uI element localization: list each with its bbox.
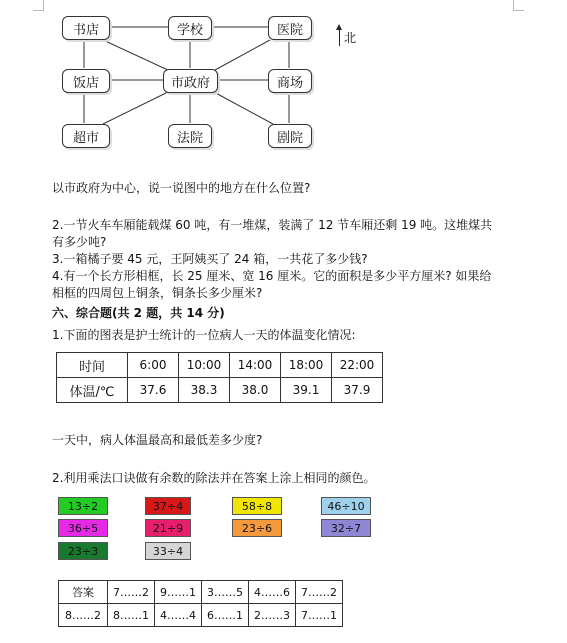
question-2-line2: 有多少吨? xyxy=(52,235,107,249)
temperature-cell: 38.3 xyxy=(179,378,230,403)
map-node-hospital: 医院 xyxy=(268,16,312,40)
question-4-line1: 4.有一个长方形相框，长 25 厘米、宽 16 厘米。它的面积是多少平方厘米? 如果给 xyxy=(52,269,492,283)
map-node-theater: 剧院 xyxy=(268,124,312,148)
table-row xyxy=(57,378,383,403)
north-label: 北 xyxy=(344,31,357,45)
temperature-header: 体温/℃ xyxy=(57,378,128,403)
division-chip: 32÷7 xyxy=(321,519,371,537)
temperature-cell: 39.1 xyxy=(281,378,332,403)
answer-cell[interactable]: 2……3 xyxy=(249,604,296,627)
time-cell: 18:00 xyxy=(281,353,332,378)
division-chip: 23÷3 xyxy=(58,542,108,560)
map-node-city-hall: 市政府 xyxy=(163,69,218,93)
temperature-table xyxy=(56,352,383,403)
table-row xyxy=(59,581,343,604)
time-cell: 22:00 xyxy=(332,353,383,378)
question-4-line2: 相框的四周包上铜条，铜条长多少厘米? xyxy=(52,286,263,300)
division-chip: 23÷6 xyxy=(232,519,282,537)
question-3: 3.一箱橘子要 45 元，王阿姨买了 24 箱，一共花了多少钱? xyxy=(52,252,368,266)
north-arrow xyxy=(336,24,360,46)
map-node-mall: 商场 xyxy=(268,69,312,93)
answer-cell[interactable]: 7……1 xyxy=(296,604,343,627)
time-cell: 10:00 xyxy=(179,353,230,378)
division-chip: 37÷4 xyxy=(145,497,191,515)
time-cell: 14:00 xyxy=(230,353,281,378)
section-6-question-1-ask: 一天中，病人体温最高和最低差多少度? xyxy=(52,433,263,447)
table-row xyxy=(59,604,343,627)
answer-cell[interactable]: 4……6 xyxy=(249,581,296,604)
question-2-line1: 2.一节火车车厢能载煤 60 吨，有一堆煤，装满了 12 节车厢还剩 19 吨。这堆煤共 xyxy=(52,218,493,232)
answer-cell[interactable]: 9……1 xyxy=(155,581,202,604)
temperature-cell: 37.9 xyxy=(332,378,383,403)
division-chip: 36÷5 xyxy=(58,519,108,537)
answer-cell[interactable]: 6……1 xyxy=(202,604,249,627)
section-6-question-2: 2.利用乘法口诀做有余数的除法并在答案上涂上相同的颜色。 xyxy=(52,471,376,485)
division-chip: 33÷4 xyxy=(145,542,191,560)
answer-cell[interactable]: 4……4 xyxy=(155,604,202,627)
map-node-court: 法院 xyxy=(168,124,212,148)
answer-cell[interactable]: 7……2 xyxy=(296,581,343,604)
time-header: 时间 xyxy=(57,353,128,378)
map-node-bookstore: 书店 xyxy=(62,16,110,40)
section-6-heading: 六、综合题(共 2 题，共 14 分) xyxy=(52,306,225,320)
answer-cell[interactable]: 7……2 xyxy=(108,581,155,604)
answer-cell[interactable]: 8……1 xyxy=(108,604,155,627)
question-map: 以市政府为中心，说一说图中的地方在什么位置? xyxy=(52,181,311,195)
temperature-cell: 38.0 xyxy=(230,378,281,403)
division-chip: 21÷9 xyxy=(145,519,191,537)
map-node-restaurant: 饭店 xyxy=(62,69,110,93)
answer-header: 答案 xyxy=(59,581,108,604)
division-chip: 13÷2 xyxy=(58,497,108,515)
table-row xyxy=(57,353,383,378)
temperature-cell: 37.6 xyxy=(128,378,179,403)
answer-table xyxy=(58,580,343,627)
section-6-question-1: 1.下面的图表是护士统计的一位病人一天的体温变化情况: xyxy=(52,328,356,342)
map-node-school: 学校 xyxy=(168,16,212,40)
map-node-supermarket: 超市 xyxy=(62,124,110,148)
answer-cell[interactable]: 3……5 xyxy=(202,581,249,604)
division-chip: 58÷8 xyxy=(232,497,282,515)
time-cell: 6:00 xyxy=(128,353,179,378)
answer-cell[interactable]: 8……2 xyxy=(59,604,108,627)
division-chip: 46÷10 xyxy=(321,497,371,515)
